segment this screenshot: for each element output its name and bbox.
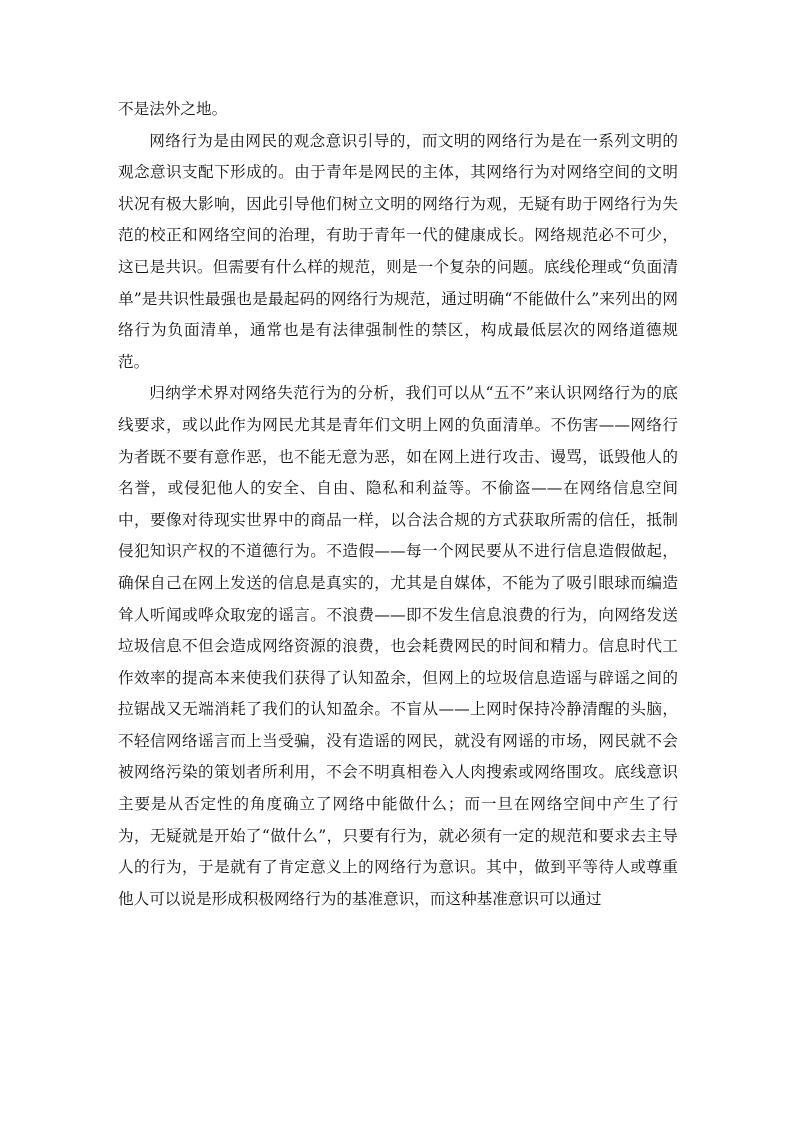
document-page	[118, 94, 678, 915]
paragraph-network-behavior-norms: 网络行为是由网民的观念意识引导的，而文明的网络行为是在一系列文明的观念意识支配下形成的。由于青年是网民的主体，其网络行为对网络空间的文明状况有极大影响，因此引导他们树立文明的网络行为观，无疑有助于网络行为失范的校正和网络空间的治理，有助于青年一代的健康成长。网络规范必不可少，这已是共识。但需要有什么样的规范，则是一个复杂的问题。底线伦理或“负面清单”是共识性最强也是最起码的网络行为规范，通过明确“不能做什么”来列出的网络行为负面清单，通常也是有法律强制性的禁区，构成最低层次的网络道德规范。	[118, 131, 678, 371]
paragraph-continuation: 不是法外之地。	[118, 100, 228, 118]
paragraph-five-nots: 归纳学术界对网络失范行为的分析，我们可以从“五不”来认识网络行为的底线要求，或以此作为网民尤其是青年们文明上网的负面清单。不伤害——网络行为者既不要有意作恶，也不能无意为恶，如在网上进行攻击、谩骂，诋毁他人的名誉，或侵犯他人的安全、自由、隐私和利益等。不偷盗——在网络信息空间中，要像对待现实世界中的商品一样，以合法合规的方式获取所需的信任，抵制侵犯知识产权的不道德行为。不造假——每一个网民要从不进行信息造假做起，确保自己在网上发送的信息是真实的，尤其是自媒体，不能为了吸引眼球而编造耸人听闻或哗众取宠的谣言。不浪费——即不发生信息浪费的行为，向网络发送垃圾信息不但会造成网络资源的浪费，也会耗费网民的时间和精力。信息时代工作效率的提高本来使我们获得了认知盈余，但网上的垃圾信息造谣与辟谣之间的拉锯战又无端消耗了我们的认知盈余。不盲从——上网时保持冷静清醒的头脑，不轻信网络谣言而上当受骗，没有造谣的网民，就没有网谣的市场，网民就不会被网络污染的策划者所利用，不会不明真相卷入人肉搜索或网络围攻。底线意识主要是从否定性的角度确立了网络中能做什么；而一旦在网络空间中产生了行为，无疑就是开始了“做什么”，只要有行为，就必须有一定的规范和要求去主导人的行为，于是就有了肯定意义上的网络行为意识。其中，做到平等待人或尊重他人可以说是形成积极网络行为的基准意识，而这种基准意识可以通过	[118, 384, 678, 908]
